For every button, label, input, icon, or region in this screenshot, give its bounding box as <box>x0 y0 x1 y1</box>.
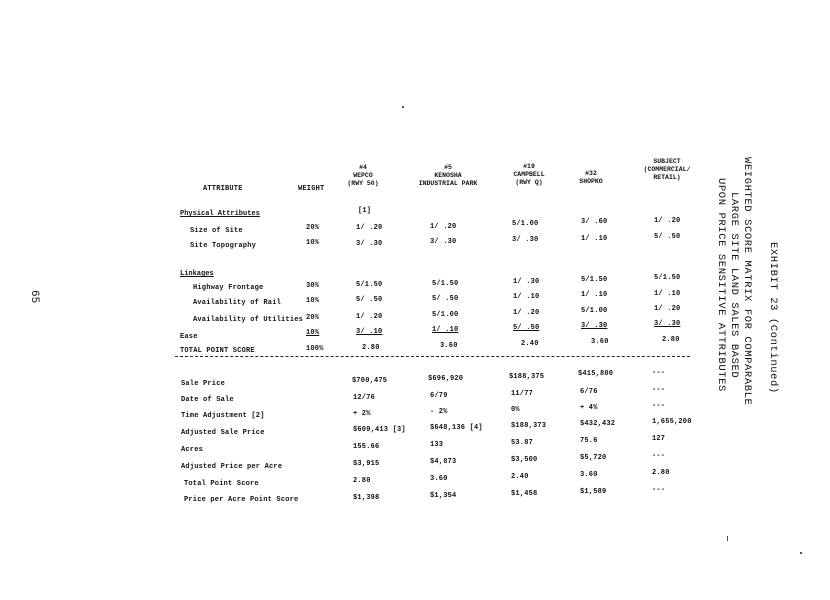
cell: $609,413 [3] <box>353 426 406 434</box>
header-attribute: ATTRIBUTE <box>203 185 243 193</box>
row-weight: 10% <box>306 329 320 337</box>
cell: 1/ .20 <box>654 305 681 313</box>
cell: 1,655,200 <box>652 418 692 426</box>
title-line-2: WEIGHTED SCORE MATRIX FOR COMPARABLE <box>741 157 753 406</box>
row-label: Ease <box>180 333 198 341</box>
row-label: Availability of Rail <box>193 299 282 307</box>
cell: 11/77 <box>511 390 534 398</box>
row-label: Adjusted Sale Price <box>181 429 265 437</box>
cell: $5,720 <box>580 454 607 462</box>
cell: $188,375 <box>509 373 545 381</box>
cell: 3.60 <box>430 475 448 483</box>
cell: 2.80 <box>362 344 380 352</box>
dashed-separator <box>175 356 690 357</box>
cell: 5/ .50 <box>513 324 540 332</box>
cell: 5/ .50 <box>654 233 681 241</box>
header-col-wepco: #4 WEPCO (RWY 50) <box>347 164 379 188</box>
exhibit-title: EXHIBIT 23 (Continued) <box>767 242 779 394</box>
row-label: Adjusted Price per Acre <box>181 463 283 471</box>
cell: --- <box>652 386 666 394</box>
cell: 1/ .20 <box>356 224 383 232</box>
row-label: Date of Sale <box>181 396 234 404</box>
cell: 3.60 <box>580 471 598 479</box>
row-weight: 20% <box>306 314 320 322</box>
cell: 1/ .10 <box>432 326 459 334</box>
cell: $3,915 <box>353 460 380 468</box>
row-label: Highway Frontage <box>193 284 264 292</box>
section-linkages: Linkages <box>180 270 214 278</box>
cell: 3/ .10 <box>356 328 383 336</box>
cell: 0% <box>511 406 520 414</box>
row-weight: 10% <box>306 239 320 247</box>
row-weight: 30% <box>306 282 320 290</box>
cell: 3.60 <box>440 342 458 350</box>
cell: 5/1.00 <box>512 220 539 228</box>
row-label: Size of Site <box>190 227 243 235</box>
row-label: Price per Acre Point Score <box>184 496 299 504</box>
row-label: Sale Price <box>181 380 226 388</box>
scan-speck <box>800 552 802 554</box>
cell: 2.80 <box>652 469 670 477</box>
row-label: Time Adjustment [2] <box>181 412 265 420</box>
cell: --- <box>652 369 666 377</box>
cell: 127 <box>652 435 666 443</box>
cell: 5/1.50 <box>581 276 608 284</box>
cell: 5/1.50 <box>356 281 383 289</box>
cell: $432,432 <box>580 420 616 428</box>
cell: 75.6 <box>580 437 598 445</box>
cell: 1/ .20 <box>654 217 681 225</box>
cell: 3/ .30 <box>356 240 383 248</box>
cell: $1,589 <box>580 488 607 496</box>
cell: 5/1.00 <box>432 311 459 319</box>
cell: 53.87 <box>511 439 534 447</box>
cell: $1,458 <box>511 490 538 498</box>
page-number: 65 <box>28 290 40 304</box>
row-weight: 10% <box>306 297 320 305</box>
cell: 5/ .50 <box>432 295 459 303</box>
scan-speck <box>727 536 728 541</box>
cell: --- <box>652 402 666 410</box>
row-weight: 20% <box>306 224 320 232</box>
cell: 1/ .10 <box>513 293 540 301</box>
scan-speck <box>402 106 404 108</box>
section-physical-attributes: Physical Attributes <box>180 210 260 218</box>
cell: $648,136 [4] <box>430 424 483 432</box>
cell: $1,354 <box>430 492 457 500</box>
cell: $700,475 <box>352 377 388 385</box>
cell: 3/ .60 <box>581 218 608 226</box>
cell: + 4% <box>580 404 598 412</box>
row-label: Acres <box>181 446 204 454</box>
cell: 1/ .20 <box>356 313 383 321</box>
cell: 1/ .10 <box>581 235 608 243</box>
cell: 3/ .30 <box>430 238 457 246</box>
title-line-3: LARGE SITE LAND SALES BASED <box>728 192 740 379</box>
cell: $415,800 <box>578 370 614 378</box>
cell: --- <box>652 486 666 494</box>
cell: 2.80 <box>353 477 371 485</box>
cell: 1/ .10 <box>654 290 681 298</box>
cell: 5/1.50 <box>654 274 681 282</box>
cell: 1/ .20 <box>430 223 457 231</box>
cell: 6/79 <box>430 392 448 400</box>
cell: $696,920 <box>428 375 464 383</box>
row-label: Total Point Score <box>184 480 259 488</box>
cell: 2.40 <box>521 340 539 348</box>
cell: 5/ .50 <box>356 296 383 304</box>
cell: 5/1.00 <box>581 307 608 315</box>
cell: 3.60 <box>591 338 609 346</box>
total-weight: 100% <box>306 345 324 353</box>
footnote-mark: [1] <box>358 207 372 215</box>
cell: 5/1.50 <box>432 280 459 288</box>
row-label: Site Topography <box>190 242 257 250</box>
cell: 6/76 <box>580 388 598 396</box>
row-label: Availability of Utilities <box>193 316 304 324</box>
cell: 3/ .30 <box>654 320 681 328</box>
cell: + 2% <box>353 410 371 418</box>
cell: 155.66 <box>353 443 380 451</box>
cell: 1/ .30 <box>513 278 540 286</box>
cell: 2.40 <box>511 473 529 481</box>
cell: $4,873 <box>430 458 457 466</box>
cell: 133 <box>430 441 444 449</box>
cell: 3/ .30 <box>512 236 539 244</box>
total-label: TOTAL POINT SCORE <box>180 347 255 355</box>
cell: 12/76 <box>353 394 376 402</box>
cell: 3/ .30 <box>581 322 608 330</box>
header-col-subject: SUBJECT (COMMERCIAL/ RETAIL) <box>643 158 691 182</box>
cell: $3,500 <box>511 456 538 464</box>
header-col-kenosha: #5 KENOSHA INDUSTRIAL PARK <box>418 164 478 188</box>
cell: 2.80 <box>662 336 680 344</box>
title-line-4: UPON PRICE SENSITIVE ATTRIBUTES <box>715 178 727 392</box>
cell: 1/ .10 <box>581 291 608 299</box>
header-col-campbell: #19 CAMPBELL (RWY Q) <box>513 163 545 187</box>
cell: --- <box>652 452 666 460</box>
header-weight: WEIGHT <box>298 185 325 193</box>
cell: 1/ .20 <box>513 309 540 317</box>
cell: - 2% <box>430 408 448 416</box>
cell: $1,398 <box>353 494 380 502</box>
cell: $188,373 <box>511 422 547 430</box>
header-col-shopko: #32 SHOPKO <box>579 170 603 186</box>
